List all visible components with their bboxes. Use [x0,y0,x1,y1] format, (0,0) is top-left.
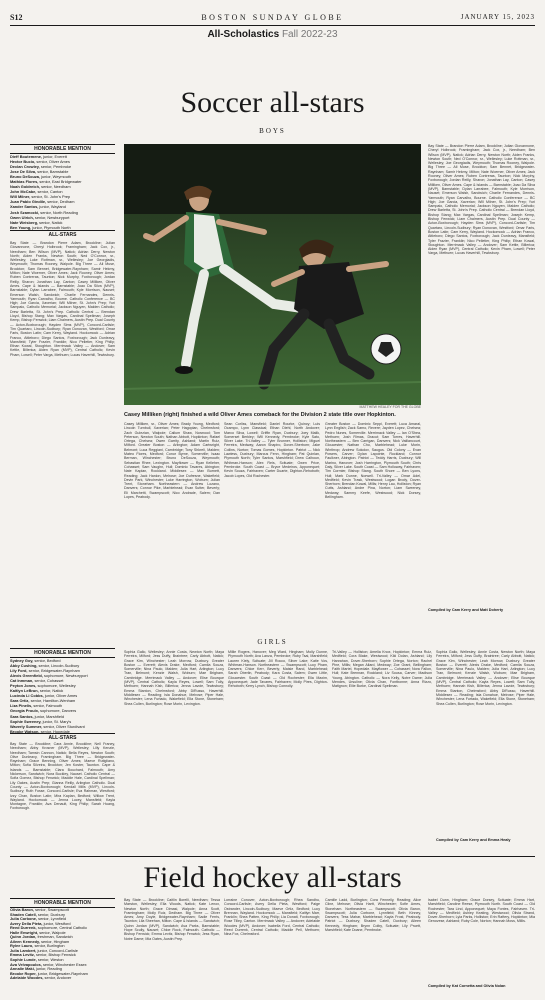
player-name: Georgia Proulx, [10,708,39,714]
player-detail: junior, Plymouth North [32,224,71,230]
player-detail: senior, Bishop Fenwick [35,953,76,958]
fh-honorable-list [10,908,115,981]
player-name: Nate Weisberg, [10,219,39,225]
player-name: Julia Lambert, [10,948,37,953]
boys-allstars-column-1: Bay State — Brandon Pierre Adam, Brookline; Julian Giovannone, Cheryl Holbrook; Framingham; Jack Cox, jr., Needham; Ben Wilson (MVP), Natick; Adrian Derry, Newton North; Aiden Franks, Newton South; Ned O'Connor, sr., Wellesley; Luke Rottman, sr., Wellesley; Joe Georgiadis, Weymouth; Thomas Rooney, Walpole. Big Three — Ali Muse, Brockton; Sam Bennet, Bridgewater-Raynham; Samir Hekmy, Milton; Nate Woerner, Oliver Ames; Jack Rooney, Oliver Ames; Ruben Contreras, Taunton; Nick Murphy, Foxborough; Jordan Reilly, Sharon; Jonathan Lay, Canton; Casey Milliken, Oliver Ames. Cape & Islands — Barnstable; Joao Da Silva (MVP), Barnstable; Dylan Larrabee, Falmouth; Kyle Morrison, Nauset; Emerson Walsh, Sandwich; Charlie Fernandes, Dennis-Yarmouth; Ryan Carvalho, Bourne. Catholic Conference — BC High; Joe Garcia, Xaverian; Will Milner, St. John's Prep; Yuri Sampaio, Catholic Memorial; Jackson Nguyen, Malden Catholic; Drew Barletta, St. John's Prep. Catholic Central — Brendan Lloyd, Bishop Stang; Max Vargas, Cardinal Spellman; Joseph Kemp, Bishop Fenwick; Liam Chalmers, Austin Prep. Dual County — Acton-Boxborough; Hayden Sims (MVP), Concord-Carlisle; Tim Quartaro, Lincoln-Sudbury; Ryan Donovan, Westford; Omar Faris, Boston Latin; Cam Kerry, Wayland. Hockomock — Adrian Franco, Attleboro; Diego Santos, Foxborough; Jack Dunleavy, Mansfield; Tyler Frazier, Franklin; Nico Pelletier, King Philip; Ethan Kowal, Stoughton. Merrimack Valley — Andover; Sam Kettle, Billerica; Aiden Ryan (MVP), Central Catholic; Kevin Pham, Lowell; Peter Varga, Methuen; Lucas Haverhill, Tewksbury. [10,241,115,357]
player-name: Bruno DeSouza, [10,174,41,180]
player-name: Mathias Flores, [10,179,39,185]
player-name: Adelaide Woodes, [10,976,44,981]
player-detail: senior, Newburyport [34,214,70,220]
player-name: Sara Santos, [10,713,34,719]
player-name: Jose De Silva, [10,169,37,175]
girls-label: GIRLS [257,638,288,646]
player-detail: senior, Winchester Essex [42,962,87,967]
photo-caption: Casey Milliken (right) finished a wild Oliver Ames comeback for the Division 2 state title over Hopkinton. [124,412,396,418]
player-detail: senior, Bridgewater-Raynham [28,668,80,674]
player-name: Waverly Summer, [10,723,43,729]
player-name: Liza Pinelis, [10,703,33,709]
player-detail: senior, East Bridgewater [39,179,82,185]
player-detail: sophomore, Newburyport [43,673,88,679]
honorable-entry [10,976,115,981]
player-detail: sophomore, Central Catholic [37,926,88,931]
player-detail: senior, Hopedale [40,728,70,734]
player-detail: junior, Reading [35,967,62,972]
player-detail: senior, Needham [41,184,71,190]
player-detail: senior, Hingham [41,939,70,944]
player-detail: sophomore, Danvers [40,708,77,714]
boys-compiled-credit: Compiled by Cam Kerry and Matt Doherty [428,608,504,612]
section-divider [10,856,535,857]
player-detail: junior, Bridgewater-Raynham [37,971,88,976]
player-name: Annalie Maki, [10,967,35,972]
player-detail: junior, Concord-Carlisle [37,948,78,953]
player-detail: senior, Pembroke [40,164,72,170]
player-name: Juan Pablo Gindile, [10,199,47,205]
player-name: John McCabe, [10,189,37,195]
player-detail: senior, Burlington [34,944,65,949]
player-name: Ava Velvapoulos, [10,962,42,967]
player-name: Avery Della Pieta, [10,921,43,926]
paper-name: BOSTON SUNDAY GLOBE [201,13,344,22]
photo-credit: MATTHEW HEALEY FOR THE GLOBE [359,405,421,409]
fh-allstars-column-2: Lorraine Conover, Acton-Boxborough; Rhea Sandhu, Concord-Carlisle; Avery Della Pieta, Westford; Paige Ostrander, Lincoln-Sudbury; Maeve Ortiz, Bedford; Lucy Brennan, Wayland. Hockomock — Mansfield; Kaitlyn Marr, Franklin; Shea Patten, King Philip; Lia Donati, Foxborough; Rose Tilley, Canton. Merrimack Valley — Andover; Adelaide Woodes (MVP), Andover; Isabella Ford, Central Catholic; Reed Durrenk, Central Catholic; Maddie Pell, Methuen; Nina Fox, Chelmsford. [224,898,320,937]
fh-allstars-column-4: Isabel Dunn, Hingham; Grace Dorsey, Scituate; Emma Hart, Marshfield; Caroline Reese, Plymouth North. South Coast — Old Rochester; Tara Lind, Apponequet; Maya Fontes, Fairhaven. Tri-Valley — Medfield; Ashley Keating, Westwood; Olivia Strand, Dover-Sherborn; Lyla Parks, Holliston; Erin Raftery, Hopkinton; Mia Genovese, Ashland; Ruby Cole, Norton; Hannah Moss, Millis. [428,898,535,924]
girls-allstars-column-5: Sophia Gallo, Wellesley; Annie Costa, Newton North; Maya Ferreira, Milford; Jess Duffy, Braintree; Carly Abbott, Natick; Grace Kim, Winchester; Leah Morrow, Duxbury. Greater Boston — Everett; Alexis Drake, Medford; Camila Souza, Somerville; Nina Paulo, Malden; Julia Hart, Arlington; Lucy Tran, Belmont; Kenzie Walsh, Woburn; Mae Brigham, Cambridge. Merrimack Valley — Andover; Elise Bourque (MVP), Central Catholic; Kayla Reyes, Lowell; Sam Tully, Methuen; Hannah Kish, Billerica; Jenna Lavoie, Tewksbury; Emma Stanton, Chelmsford; Abby DiRusso, Haverhill. Middlesex — Reading; Isla Donahue, Melrose; Piper Hale, Winchester; Lena Furtado, Wakefield; Ella Stone, Stoneham; Shea Cullen, Burlington; Rose Morin, Lexington. [436,650,535,706]
player-detail: senior, Dedham [47,199,75,205]
player-name: Quinn Jordan, [10,935,37,940]
boys-honorable-mention [10,144,115,230]
player-detail: senior, Oliver Sturdivant [43,723,85,729]
boys-allstars-heading: ALL-STARS [10,230,115,238]
player-detail: senior, Canton [37,189,63,195]
player-detail: senior, Bedford [34,658,61,663]
player-name: Ben Young, [10,224,32,230]
section-season: Fall 2022-23 [281,29,338,40]
honorable-entry [10,225,115,230]
girls-allstars-column-3: Millie Rogers, Hanover; Meg Ward, Hingham; Molly Dunne, Plymouth North; Ava Lanza, Pembroke; Ruby Tsai, Marshfield; Lauren Kiely, Scituate; Jill Rocco, Silver Lake; Katie Vos, Whitman-Hanson. Northeastern — Swampscott; Lucy Pham, Danvers; Chloe Kerr, Beverly; Maisie Rand, Marblehead; Sarah Oberlin, Peabody; Kara Costa, Salem; Gwen Little, Gloucester. South Coast — Old Rochester; Ella Maxim, Apponequet; Jade Tavares, Fairhaven; Molly Pires, Dighton-Rehoboth; Kerry Lynch, Bishop Connolly. [228,650,328,689]
player-detail: junior, Oliver Ames [44,693,78,699]
boys-allstars-column-4: Greater Boston — Dominic Seppi, Everett; Luca Amaral, Lynn English; Zack Sarno, Revere; Jayden Lopez, Chelsea; Pedro Nunes, Somerville. Merrimack Valley — Ian O'Shea, Methuen; Josh Rimas, Dracut; Sam Torres, Haverhill. Northeastern — Ben Carrigan, Danvers; Nick Vaillancourt, Gloucester; Nathan Cho, Marblehead; Luke Morin, Winthrop; Andrew Sokolov, Saugus. Old Colony — Evan Powers, Carver; Dylan Lapointe, Rockland; Connor Faulkner, Abington. Patriot — Teddy Harris, Duxbury; Will Marino, Hanover; Josh Harrington, Plymouth South; Chris Daly, Silver Lake. South Coast — Sam Holloway, Fairhaven; Tim Cormier, Bishop Stang. South Shore — Ben Lyons, Hull; Mark Dunne, Norwell. Tri-Valley — Omar Adel, Medfield; Kevin Trask, Westwood; Logan Brody, Dover-Sherborn; Brendan Kowal, Millis; Henry Lau, Holliston; Ryan Cutts, Ashland; Andre Pina, Norton; Liam Sweeney, Medway; Sammy Keefe, Westwood; Nick Dorsey, Bellingham. [325,422,421,500]
player-detail: senior, Weston [37,958,64,963]
player-detail: senior, Oliver Ames [36,159,70,165]
fh-allstars-column-1: Bay State — Brookline; Caitlin Borelli, Needham; Tessa Marston, Wellesley; Ella Woods, Natick; Kate Lenox, Newton North; Grace Dimasi, Walpole; Anna Scott, Framingham; Molly Ruiz, Dedham. Big Three — Oliver Ames; Amy Doyle, Bridgewater-Raynham; Sadie Ferris, Taunton; Lila Sheehan, Milton. Cape & Islands — Sandwich; Quinn Jordan (MVP), Sandwich; Ava Parks, Barnstable; Hope Scully, Nauset; Chloe Rock, Falmouth. Catholic — Bishop Fenwick; Emma Levitz, Bishop Fenwick; Jess Ryan, Notre Dame; Mia Oates, Austin Prep. [124,898,220,941]
girls-honorable-heading: HONORABLE MENTION [10,648,115,658]
player-name: Olivia Baron, [10,908,34,912]
player-detail: senior, Walpole [39,930,66,935]
player-name: Abby Cushing, [10,663,38,669]
player-detail: junior, St. Mary's [42,718,72,724]
player-detail: senior, Lincoln-Sudbury [38,663,80,669]
player-detail: senior, Hamilton-Wenham [30,698,76,704]
player-detail: sophomore, Wellesley [37,683,76,689]
player-name: Declan Crowley, [10,164,40,170]
boys-allstars-column-2: Casey Milliken, sr., Oliver Ames; Brady Young, Medford; Lincoln Turnbull, Xaverian; Peter Hagopian, Chelmsford; Zach Gulezian, Walpole; Callum Shaw, Norwood; Tom Peterson, Newton South; Nathan Abbott, Hopkinton; Rafael Ortega, Chelsea; Owen Garrity, Ashland; Martin Ruiz, Milford. Greater Boston — Arlington; Adam Cartwright, Belmont; Luca Reggiani, Cambridge; Tony Shkreli, Malden; Mateo Flores, Medford; Conor Byrne, Somerville; Isaac Berman, Winchester; Bruno DeSouza, Weymouth; Sebastian Rhee, Lexington. Mayflower — Ryan Kelleher, Cohasset; Sam Vaughn, Hull; Dominic Tavares, Abington; Nate Kaplan, Rockland. Middlesex — Max Burnett, Reading; Jack Hanlon, Melrose; Joe Dufresne, Wakefield; Devin Park, Winchester; Luke Harrington, Woburn; Julian Trent, Stoneham. Northeastern — Andrew Lozano, Danvers; Connor Pike, Marblehead; Evan Sutter, Beverly; Eli Marchetti, Swampscott; Nico Andrade, Salem; Dan Lopes, Peabody. [124,422,220,500]
girls-honorable-mention [10,648,115,734]
fh-honorable-heading: HONORABLE MENTION [10,898,115,908]
player-name: Noah Goldreich, [10,184,41,190]
soccer-photo [124,144,421,405]
player-name: Shaden Catell, [10,912,37,917]
player-name: Kaitlyn LeBrun, [10,688,39,694]
fh-honorable-mention [10,898,115,981]
page-number: S12 [10,13,23,22]
player-name: Brooke Roper, [10,971,37,976]
boys-allstars-column-3: Sean Corliss, Mansfield; Daniel Rourke, Quincy; Luis Ocampo, Lynn Classical; Ethan Diehl, North Andover; Marco Silva, Lowell; Griffin Ryan, Duxbury; Joey Malik, Somerset Berkley; Will Kennedy, Pembroke; Kyle Sato, Silver Lake. Tri-Valley — Tyler Brunner, Holliston; Miguel Ferreira, Medway; Aaron Shapiro, Dover-Sherborn; Jake Collins, Norton; Tomas Gomes, Hopkinton. Patriot — Nick Lawless, Duxbury; Marcus Fenn, Hingham; Pat Quinlan, Plymouth North; Tyler Santos, Marshfield; Drew Calhoun, Whitman-Hanson; Alex Reis, Scituate; Owen Price, Pembroke. South Coast — Bryce Medeiros, Apponequet; Kevin Souza, Fairhaven; Carter Duarte, Dighton-Rehoboth; Jacob Lopes, Old Rochester. [224,422,320,478]
girls-allstars-column-4: Tri-Valley — Holliston; Amelia Knox, Hopkinton; Emma Ruiz, Medfield; Cora Blake, Westwood; Kiki Dolan, Ashland; Lily Hanrahan, Dover-Sherborn; Sophie Ortega, Norton; Rachel Pine, Millis; Megan Allard, Medway; Zoe Grant, Bellingham; Faith Martel, Hopedale. Mayflower — Cohasset; Nora Fallon, Hull; Kate Brennan, Rockland; Liv Sousa, Carver; Madison Young, Abington. Catholic — Nora Kelly, Notre Dame; Julia Mendes, Ursuline; Olivia Chan, Fontbonne; Anna Rizzo, Matignon; Ellie Burke, Cardinal Spellman. [332,650,432,689]
player-name: Owen Ulrich, [10,214,34,220]
player-detail: senior, Barnstable [37,169,69,175]
player-detail: senior, Natick [39,688,64,694]
player-name: Will Milner, [10,194,31,200]
player-detail: senior, Andover [44,976,72,981]
fh-allstars-column-3: Camille Ladd, Burlington; Cora Fennelly, Reading; Alice Cline, Melrose; Olivia Hartt, Winchester; Sofie Ames, Stoneham. Northeastern — Swampscott; Olivia Baron, Swampscott; Julia Corbone, Lynnfield; Beth Kinney, Danvers; Tess Mahar, Marblehead; Kayla Frost, Peabody. Patriot — Duxbury; Shaden Catell, Duxbury; Aileen Kennedy, Hingham; Brynn Colby, Scituate; Lily Pruett, Marshfield; Kate Doane, Pembroke. [325,898,421,933]
player-name: Sophie Lunde, [10,958,37,963]
player-name: Josh Szamocki, [10,209,40,215]
girls-allstars-column-2: Sophia Gallo, Wellesley; Annie Costa, Newton North; Maya Ferreira, Milford; Jess Duffy, Braintree; Carly Abbott, Natick; Grace Kim, Winchester; Leah Morrow, Duxbury. Greater Boston — Everett; Alexis Drake, Medford; Camila Souza, Somerville; Nina Paulo, Malden; Julia Hart, Arlington; Lucy Tran, Belmont; Kenzie Walsh, Woburn; Mae Brigham, Cambridge. Merrimack Valley — Andover; Elise Bourque (MVP), Central Catholic; Kayla Reyes, Lowell; Sam Tully, Methuen; Hannah Kish, Billerica; Jenna Lavoie, Tewksbury; Emma Stanton, Chelmsford; Abby DiRusso, Haverhill. Middlesex — Reading; Isla Donahue, Melrose; Piper Hale, Winchester; Lena Furtado, Wakefield; Ella Stone, Stoneham; Shea Cullen, Burlington; Rose Morin, Lexington. [124,650,224,706]
player-name: Sara Ortiz, [10,698,30,704]
player-name: Emma Levitz, [10,953,35,958]
player-name: Reed Durrenk, [10,926,37,931]
player-name: Sydney Goy, [10,658,34,663]
boys-label: BOYS [259,127,286,135]
player-name: Peyton Jones, [10,683,37,689]
player-detail: senior, Falmouth [33,703,63,709]
girls-allstars-heading: ALL-STARS [10,733,115,741]
girls-allstars-column-1: Bay State — Brookline; Cara Annie, Brookline; Nell Franey, Needham; Abby Krosner (MVP), Wellesley; Lilly Kenzie, Needham; Tamsin Cannon, Natick; Bella Reyes, Newton South; Olive Dunleavy, Framingham. Big Three — Bridgewater-Raynham; Grace Benning, Oliver Ames; Maeve Rutigliano, Milton; Sofia Silveira, Brockton; Jen Koster, Taunton. Cape & Islands — Barnstable; Clara Bouchard, Falmouth; Amy Nickerson, Sandwich; Nora Buckley, Nauset. Catholic Central — Sofia Gomez, Bishop Fenwick; Maddie Hale, Cardinal Spellman; Lily Oakes, Austin Prep; Gianna Reilly, Arlington Catholic. Dual County — Acton-Boxborough; Kendall Mills (MVP), Lincoln-Sudbury; Ruth Fosse, Concord-Carlisle; Eva Rahman, Westford; Izzy Chan, Boston Latin; Mira Kaplan, Bedford; Willow Trent, Wayland. Hockomock — Jenna Lucey, Mansfield; Kayla Montagne, Franklin; Ava Denault, King Philip; Sarah Huang, Foxborough. [10,742,115,811]
player-name: Dieff Boutemene, [10,154,42,159]
player-name: Cat Inmman, [10,678,34,684]
player-name: Brooke Watson, [10,728,40,734]
player-detail: junior, Everett [43,154,67,159]
player-detail: junior, Weymouth [41,174,72,180]
player-detail: senior, Duxbury [37,912,65,917]
fh-compiled-credit: Compiled by Kat Cornetta and Olivia Nolan [428,984,506,988]
player-detail: freshman, Sandwich [37,935,73,940]
player-detail: senior, Swampscott [35,908,69,912]
player-name: Rylee Lauro, [10,944,34,949]
soccer-photo-image [124,144,421,405]
girls-honorable-list [10,658,115,734]
player-detail: junior, Marshfield [34,713,65,719]
section-name: All-Scholastics [207,29,280,40]
section-title [0,29,545,40]
player-detail: senior, St. John's Prep [31,194,71,200]
player-name: Sophie Sweeney, [10,718,42,724]
player-name: Lucinda Li Cobbs, [10,693,44,699]
player-detail: junior, Westford [43,921,71,926]
girls-compiled-credit: Compiled by Cam Kerry and Emma Healy [436,838,511,842]
boys-allstars-column-5: Bay State — Brandon Pierre Adam, Brookline; Julian Giovannone, Cheryl Holbrook; Framingham; Jack Cox, jr., Needham; Ben Wilson (MVP), Natick; Adrian Derry, Newton North; Aiden Franks, Newton South; Ned O'Connor, sr., Wellesley; Luke Rottman, sr., Wellesley; Joe Georgiadis, Weymouth; Thomas Rooney, Walpole. Big Three — Ali Muse, Brockton; Sam Bennet, Bridgewater-Raynham; Samir Hekmy, Milton; Nate Woerner, Oliver Ames; Jack Rooney, Oliver Ames; Ruben Contreras, Taunton; Nick Murphy, Foxborough; Jordan Reilly, Sharon; Jonathan Lay, Canton; Casey Milliken, Oliver Ames. Cape & Islands — Barnstable; Joao Da Silva (MVP), Barnstable; Dylan Larrabee, Falmouth; Kyle Morrison, Nauset; Emerson Walsh, Sandwich; Charlie Fernandes, Dennis-Yarmouth; Ryan Carvalho, Bourne. Catholic Conference — BC High; Joe Garcia, Xaverian; Will Milner, St. John's Prep; Yuri Sampaio, Catholic Memorial; Jackson Nguyen, Malden Catholic; Drew Barletta, St. John's Prep. Catholic Central — Brendan Lloyd, Bishop Stang; Max Vargas, Cardinal Spellman; Joseph Kemp, Bishop Fenwick; Liam Chalmers, Austin Prep. Dual County — Acton-Boxborough; Hayden Sims (MVP), Concord-Carlisle; Tim Quartaro, Lincoln-Sudbury; Ryan Donovan, Westford; Omar Faris, Boston Latin; Cam Kerry, Wayland. Hockomock — Adrian Franco, Attleboro; Diego Santos, Foxborough; Jack Dunleavy, Mansfield; Tyler Frazier, Franklin; Nico Pelletier, King Philip; Ethan Kowal, Stoughton. Merrimack Valley — Andover; Sam Kettle, Billerica; Aiden Ryan (MVP), Central Catholic; Kevin Pham, Lowell; Peter Varga, Methuen; Lucas Haverhill, Tewksbury. [428,144,535,256]
player-detail: senior, Lynnfield [38,917,67,922]
player-name: Hector Bucio, [10,159,36,165]
player-detail: junior, Wayland [39,204,66,210]
masthead-rule [10,25,535,26]
player-name: Halle Enwright, [10,930,39,935]
issue-date: JANUARY 15, 2023 [460,13,535,21]
player-detail: senior, North Reading [40,209,78,215]
player-detail: senior, Natick [39,219,63,225]
player-name: Aileen Kennedy, [10,939,40,944]
boys-honorable-list [10,154,115,230]
player-name: Lily Ford, [10,668,28,674]
player-detail: senior, Cohasset [34,678,64,684]
player-name: Alexis Greenfield, [10,673,43,679]
player-name: Julia Corbone, [10,917,38,922]
boys-honorable-heading: HONORABLE MENTION [10,144,115,154]
player-name: Xander Santos, [10,204,39,210]
field-hockey-headline: Field hockey all-stars [143,861,402,894]
soccer-headline: Soccer all-stars [180,86,365,119]
